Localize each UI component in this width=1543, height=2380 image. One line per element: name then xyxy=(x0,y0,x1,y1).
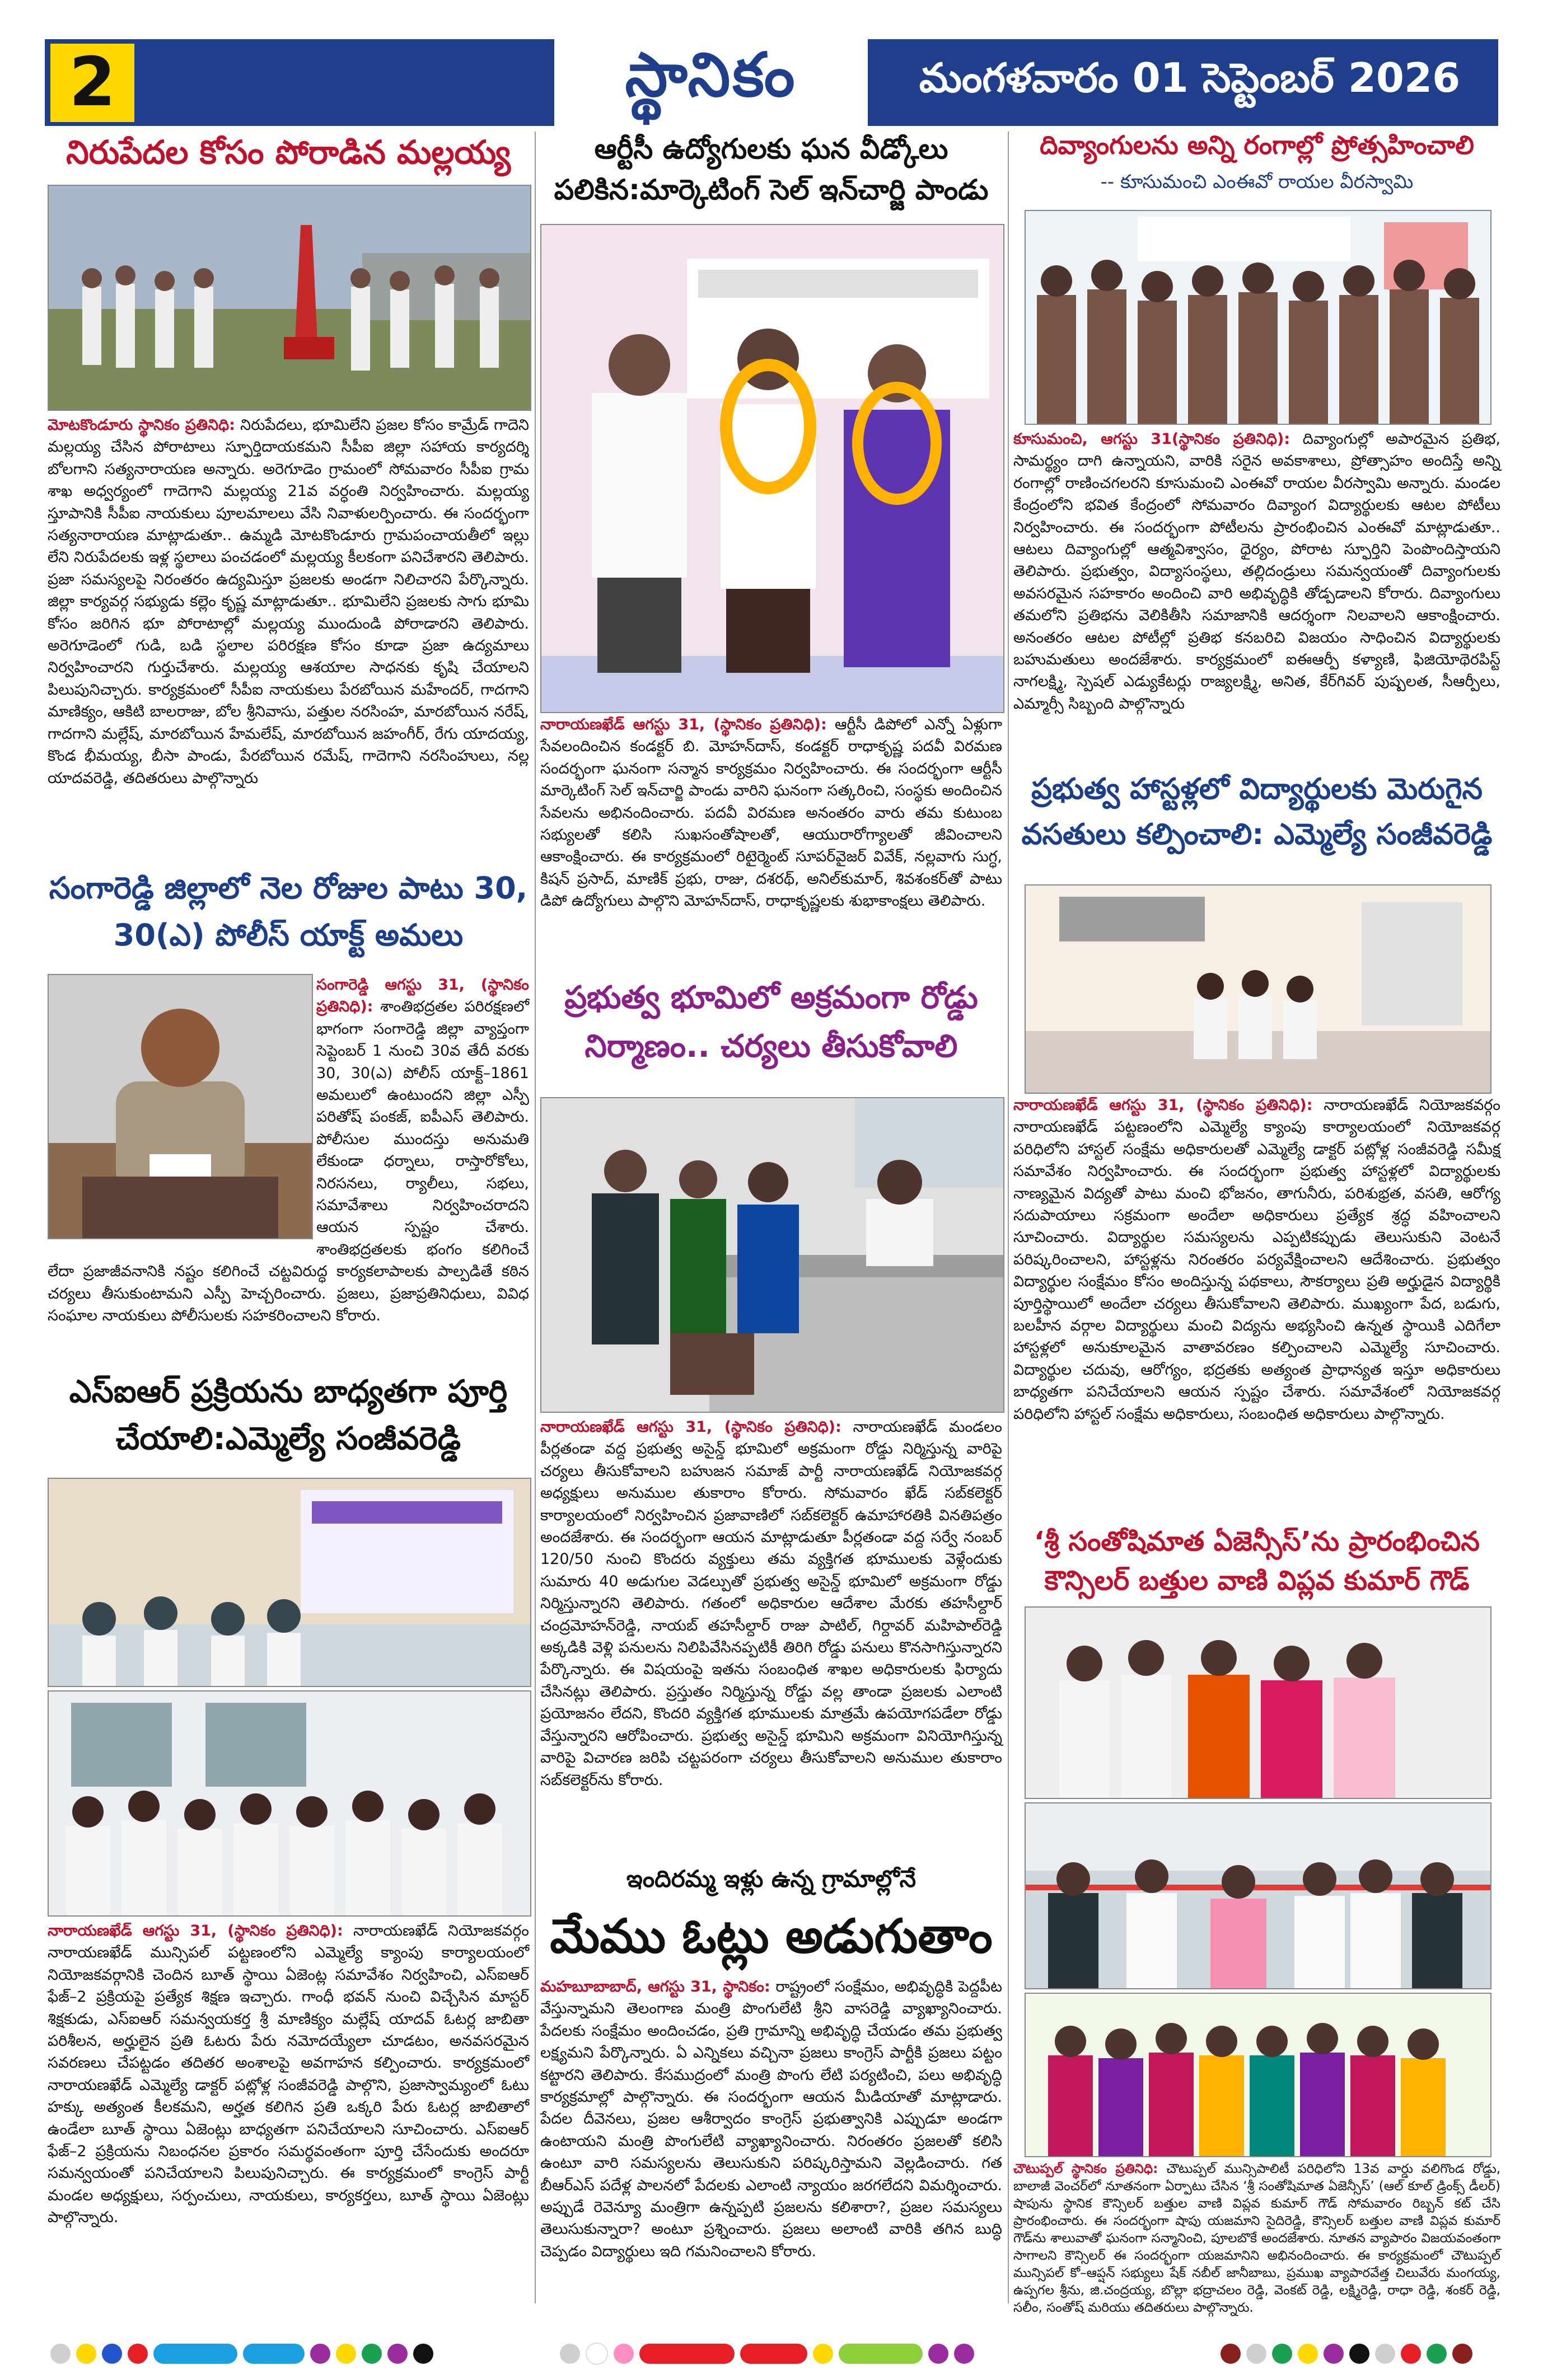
footer-dot xyxy=(1401,2344,1421,2364)
photo-prajavani-image xyxy=(541,1098,1003,1412)
photo-divyang-children xyxy=(1025,210,1491,425)
photo-agency-group-image xyxy=(1026,1994,1490,2156)
photo-wrap-spacer xyxy=(48,974,316,1240)
newspaper-logo xyxy=(554,39,868,126)
column-divider xyxy=(1008,132,1009,2303)
photo-memorial-gathering-image xyxy=(49,186,530,410)
byline-a7: -- కూసుమంచి ఎంఈవో రాయల వీరస్వామి xyxy=(1100,171,1414,193)
article-a2-lead: సంగారెడ్డి ఆగస్టు 31, (స్థానికం ప్రతినిధి): xyxy=(316,976,529,1016)
footer-dot xyxy=(387,2344,408,2364)
photo-sir-meeting-hall xyxy=(48,1478,531,1687)
photo-sir-audience-image xyxy=(49,1692,530,1915)
headline-a4: ఆర్టీసీ ఉద్యోగులకు ఘన వీడ్కోలు పలికిన:మార్కెటింగ్ సెల్ ఇన్‌చార్జి పాండు xyxy=(554,133,989,206)
footer-dot xyxy=(413,2344,433,2364)
photo-ribbon-cutting xyxy=(1025,1802,1491,1989)
footer-bar xyxy=(243,2344,305,2364)
article-a8-text: నారాయణఖేడ్ నియోజకవర్గం నారాయణఖేడ్ పట్టణంలోని ఎమ్మెల్యే క్యాంపు కార్యాలయంలో నియోజకవర్గ పరిధిలోని హాస్టల్ సంక్షేమ అధికారులతో ఎమ్మెల్యే డాక్టర్ పట్లోళ్ల సంజీవరెడ్డి సమీక్ష సమావేశం నిర్వహించారు. ఈ సందర్భంగా ప్రభుత్వ హాస్టళ్లలో విద్యార్థులకు నాణ్యమైన విద్యతో పాటు మంచి భోజనం, తాగునీరు, పరిశుభ్రత, వసతి, ఆరోగ్య సదుపాయాలు సక్రమంగా అందేలా అధికారులు ప్రత్యేక శ్రద్ధ వహించాలని సూచించారు. విద్యార్థుల సమస్యలను ఎప్పటికప్పుడు తెలుసుకుని వెంటనే పరిష్కరించాలని, హాస్టళ్లను నిరంతరం పర్యవేక్షించాలని ఆదేశించారు. ప్రభుత్వం విద్యార్థుల సంక్షేమం కోసం అందిస్తున్న పథకాలు, సౌకర్యాలు ప్రతి అర్హుడైన విద్యార్థికి పూర్తిస్థాయిలో అందేలా చర్యలు తీసుకోవాలని తెలిపారు. ముఖ్యంగా పేద, బడుగు, బలహీన వర్గాల విద్యార్థులు మంచి విద్యను అభ్యసించి ఉన్నత స్థాయికి ఎదిగేలా హాస్టళ్లలో అనుకూలమైన వాతావరణం కల్పించాలని ఎమ్మెల్యే సూచించారు. విద్యార్థుల చదువు, ఆరోగ్యం, భద్రతకు అత్యంత ప్రాధాన్యత ఇస్తూ అధికారులు బాధ్యతగా పనిచేయాలని ఆయన స్పష్టం చేశారు. సమావేశంలో నియోజకవర్గ పరిధిలోని హాస్టల్ సంక్షేమ అధికారులు, సంబంధిత అధికారులు పాల్గొన్నారు. xyxy=(1013,1097,1500,1423)
article-a9-text: చౌటుప్పల్ మున్సిపాలిటీ పరిధిలోని 13వ వార్డు వలిగొండ రోడ్డు, బాలాజీ వెంచర్‌లో నూతనంగా ఏర్పాటు చేసిన ‘శ్రీ సంతోషిమాత ఏజెన్సీస్’ (ఆల్ కూల్ డ్రింక్స్ డీలర్) షాపును స్థానిక కౌన్సిలర్ బత్తుల వాణి విప్లవ కుమార్ గౌడ్ సోమవారం రిబ్బన్ కట్ చేసి ప్రారంభించారు. ఈ సందర్భంగా షాపు యజమాని సైదిరెడ్డి, కౌన్సిలర్ బత్తుల వాణి విప్లవ కుమార్ గౌడ్‌ను శాలువాతో ఘనంగా సన్మానించి, పూలబొకే అందజేశారు. నూతన వ్యాపారం విజయవంతంగా సాగాలని కౌన్సిలర్ ఈ సందర్భంగా యజమానిని అభినందించారు. ఈ కార్యక్రమంలో చౌటుప్పల్ మున్సిపల్ కో–ఆప్షన్ సభ్యులు షేక్ నబీల్ జానీబాబు, ప్రముఖ వ్యాపారవేత్త చిలువేరు మంగయ్య, ఉప్పగల శ్రీను, జి.చంద్రయ్య, బొల్లా భద్రాచలం రెడ్డి, వెంకట్ రెడ్డి, లక్ష్మిరెడ్డి, రాధా రెడ్డి, శంకర్ రెడ్డి, సలీం, సంతోష్ మరియు తదితరులు పాల్గొన్నారు. xyxy=(1013,2162,1501,2316)
footer-dot xyxy=(310,2344,330,2364)
photo-prajavani-petition xyxy=(540,1097,1004,1413)
footer-dot xyxy=(1452,2344,1472,2364)
footer-dot xyxy=(336,2344,356,2364)
article-a5-lead: నారాయణఖేడ్ ఆగస్టు 31, (స్థానికం ప్రతినిధి): xyxy=(540,1418,841,1436)
article-a1-text: నిరుపేదలు, భూమిలేని ప్రజల కోసం కామ్రేడ్ గాదెని మల్లయ్య చేసిన పోరాటాలు స్ఫూర్తిదాయకమని సీపీఐ జిల్లా సహాయ కార్యదర్శి బోలగాని సత్యనారాయణ అన్నారు. అరెగూడెం గ్రామంలో సోమవారం సీపీఐ గ్రామ శాఖ అధ్వర్యంలో గాదెగాని మల్లయ్య 21వ వర్ధంతి నిర్వహించారు. మల్లయ్య స్తూపానికి సీపీఐ నాయకులు పూలమాలలు వేసి నివాళులర్పించారు. ఈ సందర్భంగా సత్యనారాయణ మాట్లాడుతూ.. ఉమ్మడి మోటకొండూరు గ్రామపంచాయతీలో ఇల్లు లేని నిరుపేదలకు ఇళ్ల స్థలాలు పంచడంలో మల్లయ్య కీలకంగా పనిచేశారని తెలిపారు. ప్రజా సమస్యలపై నిరంతరం ఉద్యమిస్తూ ప్రజలకు అండగా నిలిచారని పేర్కొన్నారు. జిల్లా కార్యవర్గ సభ్యుడు కల్లెం కృష్ణ మాట్లాడుతూ.. భూమిలేని ప్రజలకు సాగు భూమి కోసం జరిగిన భూ పోరాటాల్లో మల్లయ్య ముందుండి పోరాడారని తెలిపారు. అరెగూడెంలో గుడి, బడి స్థలాల పరిరక్షణ కోసం కూడా ప్రజా ఉద్యమాలు నిర్వహించారని గుర్తుచేశారు. మల్లయ్య ఆశయాల సాధనకు కృషి చేయాలని పిలుపునిచ్చారు. కార్యక్రమంలో సీపీఐ నాయకులు పేరబోయిన మహేందర్, గాదగాని మాణిక్యం, ఆకిటి బాలరాజు, బోల శ్రీనివాసు, పత్తుల నరసింహ, మారబోయిన నరేష్, గాదగాని మల్లేష్, మారబోయిన హేమలేష్, మారబోయిన జహంగీర్, రేగు యాదయ్య, కొండ భీమయ్య, బీసా పాండు, పేరబోయిన రమేష్, గాదెగాని నరసింహులు, నల్ల యాదవరెడ్డి, తదితరులు పాల్గొన్నారు xyxy=(48,416,530,787)
footer-dot xyxy=(1298,2344,1318,2364)
footer-color-strip-left xyxy=(50,2342,433,2365)
footer-bar xyxy=(839,2344,923,2364)
article-a7-body xyxy=(1013,428,1500,775)
headline-a1: నిరుపేదల కోసం పోరాడిన మల్లయ్య xyxy=(66,133,511,171)
article-a5-body xyxy=(540,1416,1002,1864)
footer-bar xyxy=(740,2344,807,2364)
headline-a9: ‘శ్రీ సంతోషిమాత ఏజెన్సీస్’ను ప్రారంభించిన కౌన్సిలర్ బత్తుల వాణి విప్లవ కుమార్ గౌడ్ xyxy=(1034,1526,1480,1596)
photo-rtc-farewell xyxy=(540,224,1004,713)
footer-dot xyxy=(1427,2344,1447,2364)
article-a2-text: శాంతిభద్రతల పరిరక్షణలో భాగంగా సంగారెడ్డి జిల్లా వ్యాప్తంగా సెప్టెంబర్ 1 నుంచి 30వ తేదీ వరకు 30, 30(ఎ) పోలీస్ యాక్ట్–1861 అమలులో ఉంటుందని జిల్లా ఎస్పీ పరితోష్ పంకజ్, ఐపీఎస్ తెలిపారు. పోలీసుల ముందస్తు అనుమతి లేకుండా ధర్నాలు, రాస్తారోకోలు, నిరసనలు, ర్యాలీలు, సభలు, సమావేశాలు నిర్వహించరాదని ఆయన స్పష్టం చేశారు. శాంతిభద్రతలకు భంగం కలిగించే లేదా ప్రజాజీవనానికి నష్టం కలిగించే చట్టవిరుద్ధ కార్యకలాపాలకు పాల్పడితే కఠిన చర్యలు తీసుకుంటామని ఎస్పీ హెచ్చరించారు. ప్రజలు, ప్రజాప్రతినిధులు, వివిధ సంఘాల నాయకులు పోలీసులకు సహకరించాలని కోరారు. xyxy=(48,998,529,1325)
photo-agency-felicitation xyxy=(1025,1606,1491,1799)
footer-dot xyxy=(1246,2344,1266,2364)
article-a6-text: రాష్ట్రంలో సంక్షేమం, అభివృద్ధికి పెద్దపీట వేస్తున్నామని తెలంగాణ మంత్రి పొంగులేటి శ్రీని వాసరెడ్డి వ్యాఖ్యానించారు. పేదలకు సంక్షేమం అందించడం, ప్రతి గ్రామాన్ని అభివృద్ధి చేయడం తమ ప్రభుత్వ లక్ష్యమని పేర్కొన్నారు. ఏ ఎన్నికలు వచ్చినా ప్రజలు కాంగ్రెస్ పార్టీకి ప్రజలు పట్టం కట్టారని తెలిపారు. కేసముద్రంలో మంత్రి పొంగు లేటి పర్యటించి, పలు అభివృద్ధి కార్యక్రమాల్లో పాల్గొన్నారు. ఈ సందర్భంగా ఆయన మీడియాతో మాట్లాడారు. పేదల దీవెనలు, ప్రజల ఆశీర్వాదం కాంగ్రెస్ ప్రభుత్వానికి ఎప్పుడూ అండగా ఉంటాయని మంత్రి పొంగులేటి వ్యాఖ్యానించారు. నిరంతరం ప్రజలతో కలిసి ఉంటూ వారి సమస్యలను తెలుసుకుని పరిష్కరిస్తామని వెల్లడించారు. గత బీఆర్ఎస్ పదేళ్ల పాలనలో పేదలకు ఎలాంటి న్యాయం జరగలేదని విమర్శించారు. అప్పుడే రెవెన్యూ మంత్రిగా ఉన్నప్పటి ప్రజలను కలిశారా?, ప్రజల సమస్యలు తెలుసుకున్నారా? అంటూ ప్రశ్నించారు. ప్రజలు అలాంటి వారికి తగిన బుద్ధి చెప్పడం విద్యార్థులు ఇది గమనించాలని కోరారు. xyxy=(540,1978,1002,2260)
logo-text: స్థానికం xyxy=(625,40,797,110)
photo-ribbon-cutting-image xyxy=(1026,1803,1490,1988)
article-a7-lead: కూసుమంచి, ఆగస్టు 31(స్థానికం ప్రతినిధి): xyxy=(1013,430,1290,448)
footer-color-strip-right xyxy=(1221,2342,1472,2365)
kicker-a6: ఇందిరమ్మ ఇళ్లు ఉన్న గ్రామాల్లోనే xyxy=(626,1865,917,1892)
footer-bar xyxy=(153,2344,237,2364)
article-a3-body xyxy=(48,1920,529,2334)
footer-dot xyxy=(1349,2344,1369,2364)
article-a1-lead: మోటకొండూరు స్థానికం ప్రతినిధి: xyxy=(48,416,235,434)
headline-a2: సంగారెడ్డి జిల్లాలో నెల రోజుల పాటు 30, 30(ఎ) పోలీస్ యాక్ట్ అమలు xyxy=(49,870,528,953)
footer-dot xyxy=(50,2344,71,2364)
photo-hostel-review-image xyxy=(1026,886,1490,1093)
headline-a6: మేము ఓట్లు అడుగుతాం xyxy=(550,1909,993,1964)
footer-dot xyxy=(954,2344,974,2364)
footer-dot xyxy=(76,2344,96,2364)
photo-agency-felicitation-image xyxy=(1026,1608,1490,1798)
article-a4-text: ఆర్టీసీ డిపోలో ఎన్నో ఏళ్లుగా సేవలందించిన కండక్టర్ బి. మోహన్‌దాస్, కండక్టర్ రాధాకృష్ణ పదవీ విరమణ సందర్భంగా ఘనంగా సన్మాన కార్యక్రమం నిర్వహించారు. ఈ సందర్భంగా ఆర్టీసీ మార్కెటింగ్ సెల్ ఇన్‌చార్జి పాండు వారిని ఘనంగా సత్కరించి, సంస్థకు అందించిన సేవలను అభినందించారు. పదవీ విరమణ అనంతరం వారు తమ కుటుంబ సభ్యులతో కలిసి సుఖసంతోషాలతో, ఆయురారోగ్యాలతో జీవించాలని ఆకాంక్షించారు. ఈ కార్యక్రమంలో రిటైర్మెంట్ సూపర్‌వైజర్ వివేక్, నల్లవాగు సుగ్ధ, కిషన్ ప్రసాద్, మాణిక్ ప్రభు, రాజు, దశరథ్, అనిల్‌కుమార్, శివశంకర్‌తో పాటు డిపో ఉద్యోగులు పాల్గొని మోహన్‌దాస్, రాధాకృష్ణలకు శుభాకాంక్షలు తెలిపారు. xyxy=(540,716,1002,910)
photo-hostel-review-meeting xyxy=(1025,884,1491,1094)
footer-dot xyxy=(1221,2344,1241,2364)
footer-dot xyxy=(813,2344,833,2364)
footer-dot xyxy=(362,2344,382,2364)
article-a3-text: నారాయణఖేడ్ నియోజకవర్గం నారాయణఖేడ్ మున్సిపల్ పట్టణంలోని ఎమ్మెల్యే క్యాంపు కార్యాలయంలో నియోజకవర్గానికి చెందిన బూత్ స్థాయి ఏజెంట్ల సమావేశం నిర్వహించి, ఎస్ఐఆర్ ఫేజ్–2 ప్రక్రియపై ప్రత్యేక శిక్షణ ఇచ్చారు. గాంధీ భవన్ నుంచి విచ్చేసిన మాస్టర్ శిక్షకుడు, ఎస్ఐఆర్ సమన్వయకర్త శ్రీ మాణిక్యం మల్లేష్ యాదవ్ ఓటర్ల జాబితా పరిశీలన, అర్హులైన ప్రతి ఓటరు పేరు నమోదయ్యేలా చూడటం, అనవసరమైన సవరణలు చేపట్టడం తదితర అంశాలపై అవగాహన కల్పించారు. కార్యక్రమంలో నారాయణఖేడ్ ఎమ్మెల్యే డాక్టర్ పట్లోళ్ల సంజీవరెడ్డి పాల్గొని, ప్రజాస్వామ్యంలో ఓటు హక్కు అత్యంత కీలకమని, అర్హత కలిగిన ప్రతి ఒక్కరి పేరు ఓటర్ల జాబితాలో ఉండేలా బూత్ స్థాయి ఏజెంట్లు బాధ్యతగా పనిచేయాలని సూచించారు. ఎస్ఐఆర్ ఫేజ్–2 ప్రక్రియను నిబంధనల ప్రకారం సమర్థవంతంగా పూర్తి చేసేందుకు అందరూ సమన్వయంతో పనిచేయాలని పిలుపునిచ్చారు. ఈ కార్యక్రమంలో కాంగ్రెస్ పార్టీ మండల అధ్యక్షులు, సర్పంచులు, నాయకులు, కార్యకర్తలు, బూత్ స్థాయి ఏజెంట్లు పాల్గొన్నారు. xyxy=(48,1922,529,2227)
article-a6-body xyxy=(540,1976,1002,2334)
article-a6-lead: మహబూబాబాద్, ఆగస్టు 31, స్థానికం: xyxy=(540,1978,770,1995)
article-a7-text: దివ్యాంగుల్లో అపారమైన ప్రతిభ, సామర్థ్యం దాగి ఉన్నాయని, వారికి సరైన అవకాశాలు, ప్రోత్సాహం అందిస్తే అన్ని రంగాల్లో రాణించగలరని కూసుమంచి ఎంఈవో రాయల వీరస్వామి అన్నారు. మండల కేంద్రంలోని భవిత కేంద్రంలో సోమవారం దివ్యాంగ విద్యార్థులకు ఆటల పోటీలు నిర్వహించారు. ఈ సందర్భంగా పోటీలను ప్రారంభించిన ఎంఈవో మాట్లాడుతూ.. ఆటలు దివ్యాంగుల్లో ఆత్మవిశ్వాసం, ధైర్యం, పోరాట స్ఫూర్తిని పెంపొందిస్తాయని తెలిపారు. ప్రభుత్వం, విద్యాసంస్థలు, తల్లిదండ్రులు సమన్వయంతో దివ్యాంగులకు అవసరమైన సహకారం అందించి వారి అభివృద్ధికి తోడ్పడాలని కోరారు. దివ్యాంగులు తమలోని ప్రతిభను వెలికితీసి సమాజానికి ఆదర్శంగా నిలవాలని ఆకాంక్షించారు. అనంతరం ఆటల పోటీల్లో ప్రతిభ కనబరిచి విజయం సాధించిన విద్యార్థులకు బహుమతులు అందజేశారు. కార్యక్రమంలో ఐఈఆర్పీ కళ్యాణి, ఫిజియోథెరపిస్ట్ నాగలక్ష్మి, స్పెషల్ ఎడ్యుకేటర్లు రాజ్యలక్ష్మి, అనిత, కేర్‌గివర్ పుష్పలత, సీఆర్పీలు, ఎమ్మార్సీ సిబ్బంది పాల్గొన్నారు xyxy=(1013,430,1500,713)
article-a5-text: నారాయణఖేడ్ మండలం పీర్లతండా వద్ద ప్రభుత్వ అసైన్డ్ భూమిలో అక్రమంగా రోడ్డు నిర్మిస్తున్న వారిపై చర్యలు తీసుకోవాలని బహుజన సమాజ్ పార్టీ నారాయణఖేడ్ నియోజకవర్గ అధ్యక్షులు అనుముల తుకారాం కోరారు. సోమవారం ఖేడ్ సబ్‌కలెక్టర్ కార్యాలయంలో నిర్వహించిన ప్రజావాణిలో సబ్‌కలెక్టర్ ఉమాహారతికి వినతిపత్రం అందజేశారు. ఈ సందర్భంగా ఆయన మాట్లాడుతూ పీర్లతండా వద్ద సర్వే నంబర్ 120/50 నుంచి కొందరు వ్యక్తులు తమ వ్యక్తిగత భూములకు వెళ్లేందుకు సుమారు 40 అడుగుల వెడల్పుతో ప్రభుత్వ అసైన్డ్ భూమిలో అక్రమంగా రోడ్డు నిర్మిస్తున్నారని తెలిపారు. గతంలో అధికారుల ఆదేశాల మేరకు తహసీల్దార్ చంద్రమోహన్‌రెడ్డి, నాయబ్ తహసీల్దార్ రాజు పాటిల్, గిర్దావర్ మహిపాల్‌రెడ్డి అక్కడికి వెళ్లి పనులను నిలిపివేసినప్పటికీ తిరిగి రోడ్డు పనులు కొనసాగిస్తున్నారని పేర్కొన్నారు. ఈ విషయంపై ఇతను సంబంధిత శాఖల అధికారులకు ఫిర్యాదు చేసినట్లు తెలిపారు. ప్రస్తుతం నిర్మిస్తున్న రోడ్డు వల్ల తాండా ప్రజలకు ఎలాంటి ప్రయోజనం లేదని, కొందరి వ్యక్తిగత భూములకు మాత్రమే ఉపయోగపడేలా రోడ్డు వేస్తున్నారని ఆరోపించారు. ప్రభుత్వ అసైన్డ్ భూమిని అక్రమంగా వినియోగిస్తున్న వారిపై విచారణ జరిపి చట్టపరంగా చర్యలు తీసుకోవాలని అనుముల తుకారాం సబ్‌కలెక్టర్‌ను కోరారు. xyxy=(540,1418,1002,1789)
article-a1-body xyxy=(48,414,529,856)
photo-sir-audience xyxy=(48,1690,531,1917)
article-a3-lead: నారాయణఖేడ్ ఆగస్టు 31, (స్థానికం ప్రతినిధి): xyxy=(48,1922,343,1939)
headline-a7: దివ్యాంగులను అన్ని రంగాల్లో ప్రోత్సహించాలి xyxy=(1040,130,1474,160)
footer-dot xyxy=(1324,2344,1344,2364)
article-a4-body xyxy=(540,714,1002,971)
footer-dot xyxy=(928,2344,948,2364)
photo-memorial-gathering xyxy=(48,185,531,411)
article-a8-lead: నారాయణఖేడ్ ఆగస్టు 31, (స్థానికం ప్రతినిధి): xyxy=(1013,1097,1313,1114)
photo-divyang-image xyxy=(1026,211,1490,424)
footer-bar xyxy=(639,2344,735,2364)
footer-dot xyxy=(1272,2344,1292,2364)
dateline: మంగళవారం 01 సెప్టెంబర్ 2026 xyxy=(919,54,1461,101)
headline-a5: ప్రభుత్వ భూమిలో అక్రమంగా రోడ్డు నిర్మాణం.. చర్యలు తీసుకోవాలి xyxy=(564,980,978,1065)
article-a9-body xyxy=(1013,2161,1500,2340)
article-a8-body xyxy=(1013,1094,1500,1520)
footer-dot xyxy=(614,2344,634,2364)
page-number: 2 xyxy=(50,44,134,122)
headline-a8: ప్రభుత్వ హాస్టళ్లలో విద్యార్థులకు మెరుగైన వసతులు కల్పించాలి: ఎమ్మెల్యే సంజీవరెడ్డి xyxy=(1021,772,1493,851)
photo-agency-group xyxy=(1025,1993,1491,2157)
footer-color-strip-middle xyxy=(560,2342,974,2365)
headline-a3: ఎస్ఐఆర్ ప్రక్రియను బాధ్యతగా పూర్తి చేయాలి:ఎమ్మెల్యే సంజీవరెడ్డి xyxy=(69,1374,508,1457)
article-a2-body xyxy=(48,974,529,1366)
photo-rtc-farewell-image xyxy=(541,225,1003,712)
footer-dot xyxy=(128,2344,148,2364)
footer-dot xyxy=(102,2344,122,2364)
photo-sir-meeting-image xyxy=(49,1479,530,1686)
article-a4-lead: నారాయణఖేడ్ ఆగస్టు 31, (స్థానికం ప్రతినిధి): xyxy=(540,716,827,733)
footer-dot xyxy=(560,2344,580,2364)
article-a9-lead: చౌటుప్పల్ స్థానికం ప్రతినిధి: xyxy=(1013,2162,1158,2176)
footer-dot xyxy=(586,2342,608,2365)
footer-dot xyxy=(1375,2344,1395,2364)
column-divider xyxy=(535,132,536,2303)
